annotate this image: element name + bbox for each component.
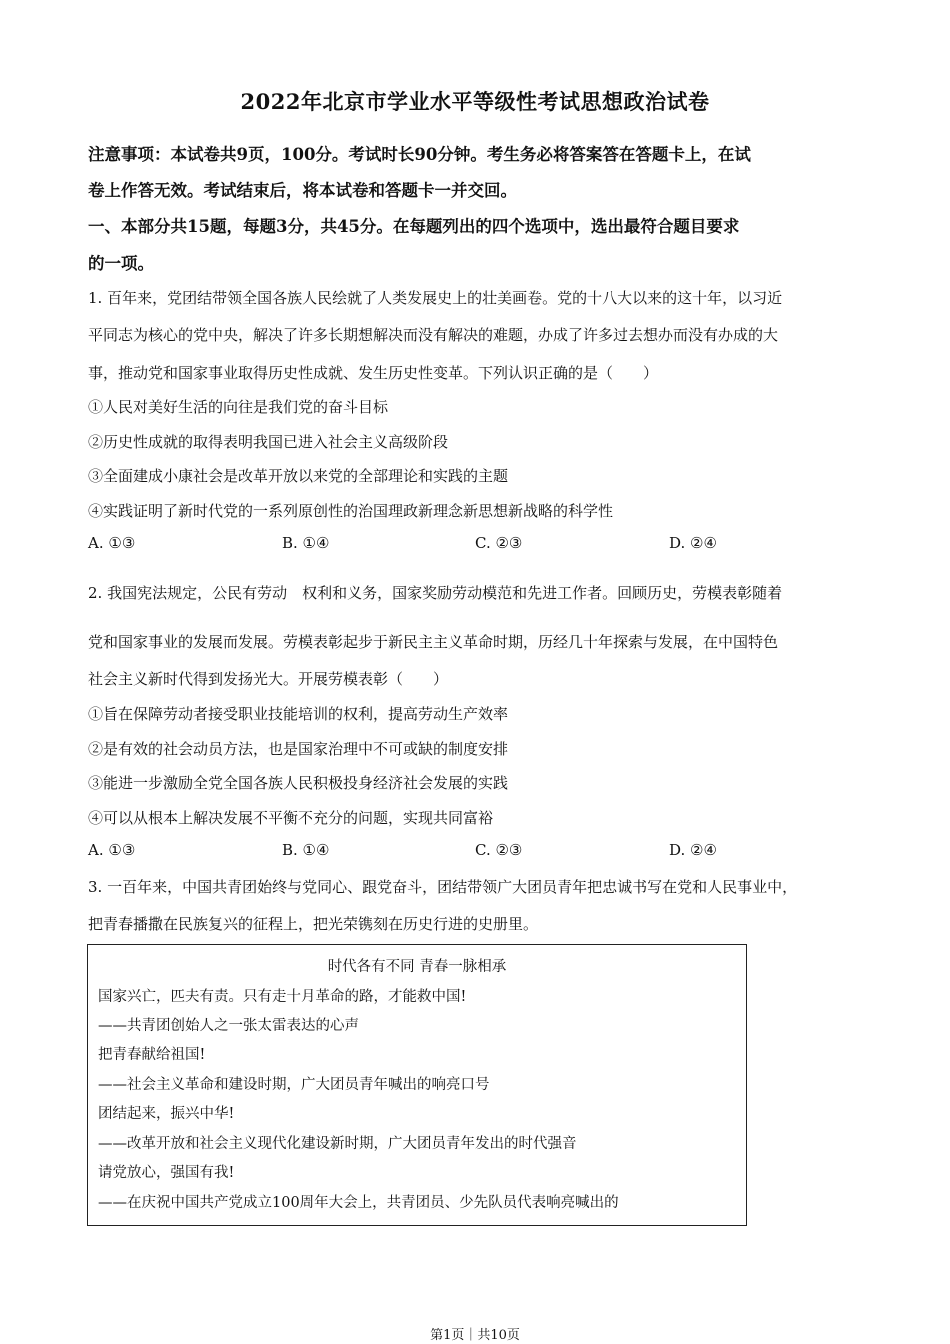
q1-stem-line-2: 平同志为核心的党中央，解决了许多长期想解决而没有解决的难题，办成了许多过去想办而没有办成的大 (88, 326, 779, 344)
q1-item-4: ④实践证明了新时代党的一系列原创性的治国理政新理念新思想新战略的科学性 (88, 502, 614, 520)
q2-option-a[interactable]: A. ①③ (88, 841, 136, 859)
q2-stem-line-3: 社会主义新时代得到发扬光大。开展劳模表彰（ ） (88, 670, 449, 688)
q3-box-line-2: ——共青团创始人之一张太雷表达的心声 (98, 1018, 359, 1034)
notice-line-1: 注意事项：本试卷共9页，100分。考试时长90分钟。考生务必将答案答在答题卡上，在试 (88, 145, 751, 164)
q3-box-line-7: 请党放心，强国有我! (98, 1165, 235, 1181)
q1-item-1: ①人民对美好生活的向往是我们党的奋斗目标 (88, 398, 389, 416)
page-footer: 第1页｜共10页 (430, 1328, 520, 1343)
q2-item-3: ③能进一步激励全党全国各族人民积极投身经济社会发展的实践 (88, 774, 509, 792)
q3-box-line-5: 团结起来，振兴中华! (98, 1106, 235, 1122)
notice-line-2: 卷上作答无效。考试结束后，将本试卷和答题卡一并交回。 (88, 181, 517, 200)
q2-stem-line-1: 2. 我国宪法规定，公民有劳动 权利和义务，国家奖励劳动模范和先进工作者。回顾历史，劳模表彰随着 (88, 584, 783, 602)
q2-option-c[interactable]: C. ②③ (475, 841, 523, 859)
q1-option-c[interactable]: C. ②③ (475, 534, 523, 552)
q1-stem-line-3: 事，推动党和国家事业取得历史性成就、发生历史性变革。下列认识正确的是（ ） (88, 364, 659, 382)
q3-stem-line-2: 把青春播撒在民族复兴的征程上，把光荣镌刻在历史行进的史册里。 (88, 915, 539, 933)
q3-box-line-3: 把青春献给祖国! (98, 1047, 206, 1063)
q3-box-line-8: ——在庆祝中国共产党成立100周年大会上，共青团员、少先队员代表响亮喊出的 (98, 1195, 619, 1211)
q2-option-d[interactable]: D. ②④ (669, 841, 717, 859)
q2-item-4: ④可以从根本上解决发展不平衡不充分的问题，实现共同富裕 (88, 809, 494, 827)
q2-item-1: ①旨在保障劳动者接受职业技能培训的权利，提高劳动生产效率 (88, 705, 509, 723)
q3-material-box (87, 944, 747, 1226)
q1-option-b[interactable]: B. ①④ (282, 534, 330, 552)
exam-title: 2022年北京市学业水平等级性考试思想政治试卷 (240, 89, 710, 114)
q1-item-3: ③全面建成小康社会是改革开放以来党的全部理论和实践的主题 (88, 467, 509, 485)
q3-box-line-6: ——改革开放和社会主义现代化建设新时期，广大团员青年发出的时代强音 (98, 1136, 577, 1152)
section-instruction-line-2: 的一项。 (88, 254, 154, 273)
q3-box-line-1: 国家兴亡，匹夫有责。只有走十月革命的路，才能救中国! (98, 989, 467, 1005)
section-instruction-line-1: 一、本部分共15题，每题3分，共45分。在每题列出的四个选项中，选出最符合题目要求 (88, 217, 740, 236)
q2-stem-line-2: 党和国家事业的发展而发展。劳模表彰起步于新民主主义革命时期，历经几十年探索与发展，在中国特色 (88, 633, 779, 651)
q1-stem-line-1: 1. 百年来，党团结带领全国各族人民绘就了人类发展史上的壮美画卷。党的十八大以来的这十年，以习近 (88, 289, 783, 307)
q2-option-b[interactable]: B. ①④ (282, 841, 330, 859)
q3-stem-line-1: 3. 一百年来，中国共青团始终与党同心、跟党奋斗，团结带领广大团员青年把忠诚书写在党和人民事业中， (88, 878, 798, 896)
q1-option-d[interactable]: D. ②④ (669, 534, 717, 552)
q1-item-2: ②历史性成就的取得表明我国已进入社会主义高级阶段 (88, 433, 449, 451)
q3-box-line-4: ——社会主义革命和建设时期，广大团员青年喊出的响亮口号 (98, 1077, 490, 1093)
q2-item-2: ②是有效的社会动员方法，也是国家治理中不可或缺的制度安排 (88, 740, 509, 758)
q3-box-title: 时代各有不同 青春一脉相承 (327, 959, 507, 975)
q1-option-a[interactable]: A. ①③ (88, 534, 136, 552)
